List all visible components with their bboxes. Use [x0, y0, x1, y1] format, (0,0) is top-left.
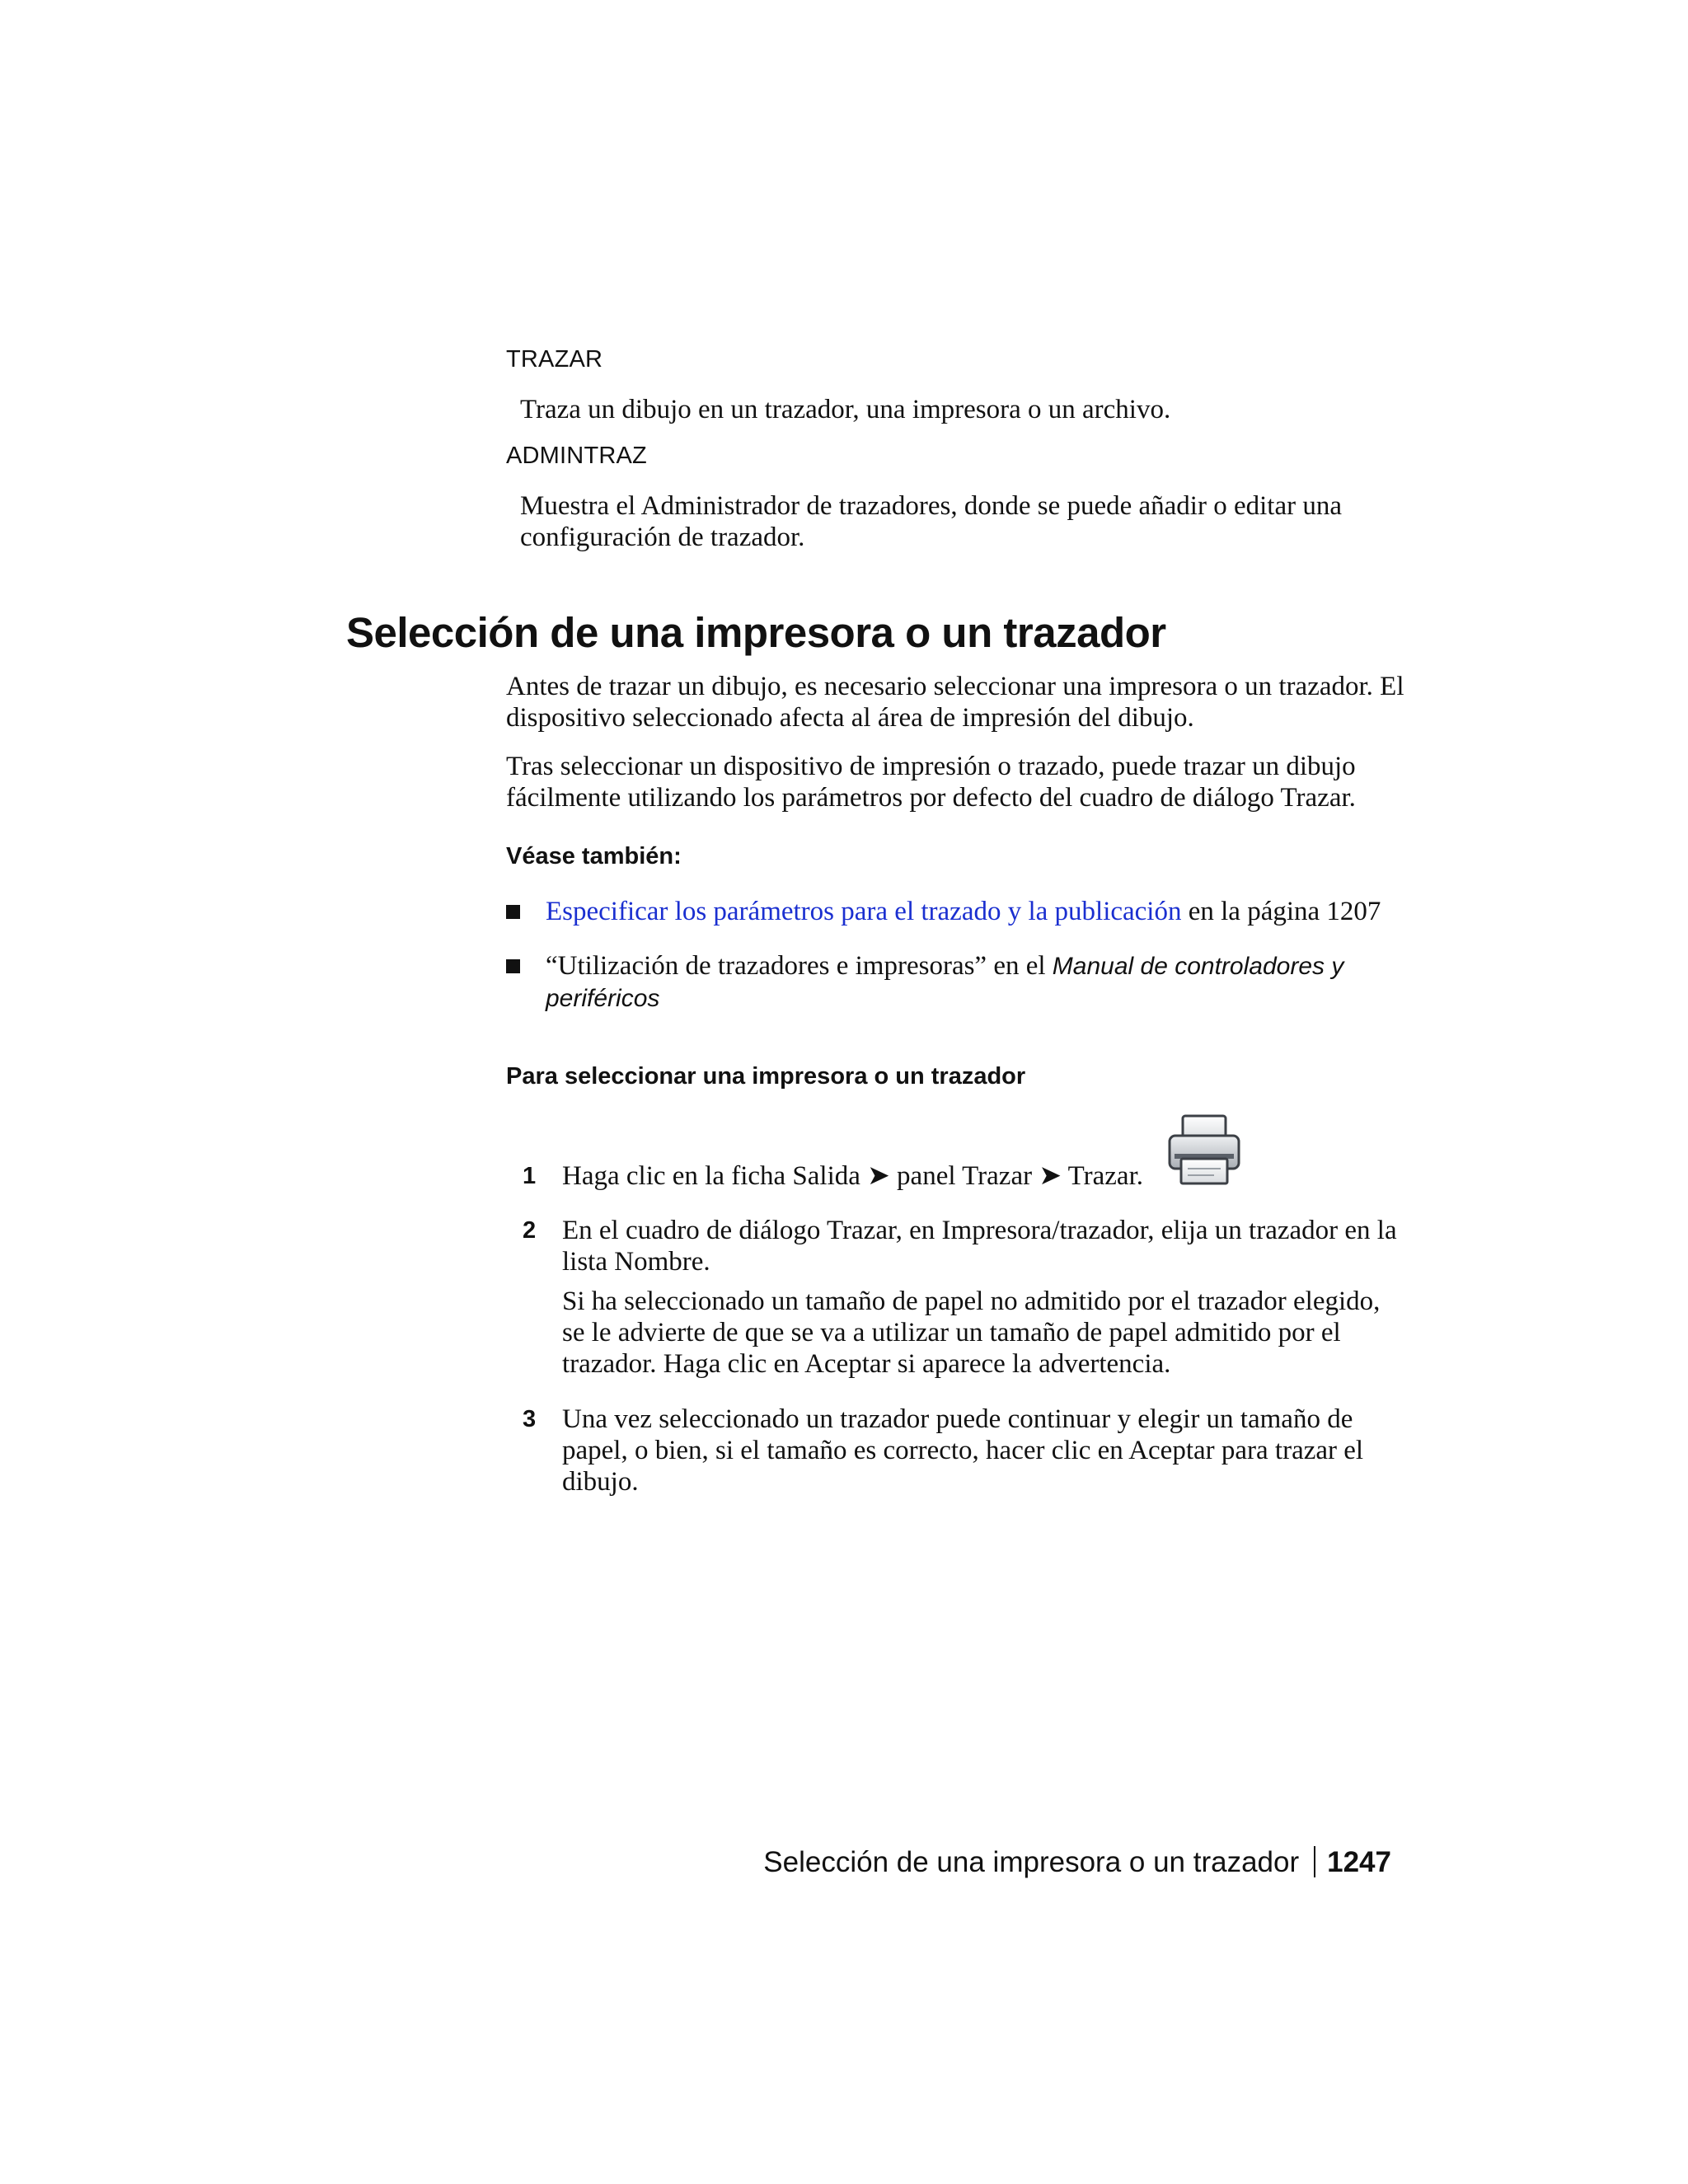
manual-title: Manual de controladores y periféricos — [546, 953, 1344, 1012]
step-number: 3 — [523, 1406, 537, 1432]
procedure-heading: Para seleccionar una impresora o un trazador — [506, 1063, 1026, 1090]
section-title: Selección de una impresora o un trazador — [346, 609, 1166, 656]
command-description-admintraz: Muestra el Administrador de trazadores, donde se puede añadir o editar una configuración de trazador. — [520, 491, 1342, 552]
step-note: Si ha seleccionado un tamaño de papel no admitido por el trazador elegido, se le advierte de que se va a utilizar un tamaño de papel admitido por el trazador. Haga clic en Aceptar si aparece la advertencia. — [562, 1286, 1381, 1379]
step-number: 2 — [523, 1217, 537, 1244]
intro-paragraph-1: Antes de trazar un dibujo, es necesario seleccionar una impresora o un trazador. El dispositivo seleccionado afecta al área de impresión del dibujo. — [506, 672, 1404, 733]
see-also-page-ref: en la página 1207 — [1181, 897, 1381, 926]
command-name-admintraz: ADMINTRAZ — [506, 443, 647, 469]
bullet-square-icon — [506, 905, 520, 919]
step-text: En el cuadro de diálogo Trazar, en Impresora/trazador, elija un trazador en la lista Nombre. — [562, 1216, 1397, 1277]
footer-divider — [1314, 1846, 1315, 1877]
see-also-link[interactable]: Especificar los parámetros para el trazado y la publicación — [546, 897, 1182, 926]
see-also-item-2-plain: “Utilización de trazadores e impresoras” en el — [546, 951, 1053, 981]
footer-title: Selección de una impresora o un trazador — [763, 1846, 1300, 1878]
intro-paragraph-2: Tras seleccionar un dispositivo de impresión o trazado, puede trazar un dibujo fácilmente utilizando los parámetros por defecto del cuadro de diálogo Trazar. — [506, 752, 1356, 813]
step-text: Haga clic en la ficha Salida ➤ panel Trazar ➤ Trazar. — [562, 1161, 1143, 1191]
bullet-square-icon — [506, 959, 520, 973]
see-also-item-2-text — [546, 950, 1428, 1015]
command-name-trazar: TRAZAR — [506, 346, 603, 373]
step-text-container — [562, 1215, 1403, 1380]
page-number: 1247 — [1327, 1846, 1391, 1878]
step-text-container — [562, 1404, 1403, 1497]
command-description-trazar: Traza un dibujo en un trazador, una impresora o un archivo. — [520, 395, 1171, 424]
step-number: 1 — [523, 1163, 537, 1189]
step-text-container — [562, 1160, 1403, 1192]
see-also-item-1-text — [546, 896, 1428, 927]
step-text: Una vez seleccionado un trazador puede continuar y elegir un tamaño de papel, o bien, si el tamaño es correcto, hacer clic en Aceptar para trazar el dibujo. — [562, 1404, 1364, 1497]
see-also-heading: Véase también: — [506, 843, 682, 869]
page-footer — [763, 1846, 1391, 1879]
